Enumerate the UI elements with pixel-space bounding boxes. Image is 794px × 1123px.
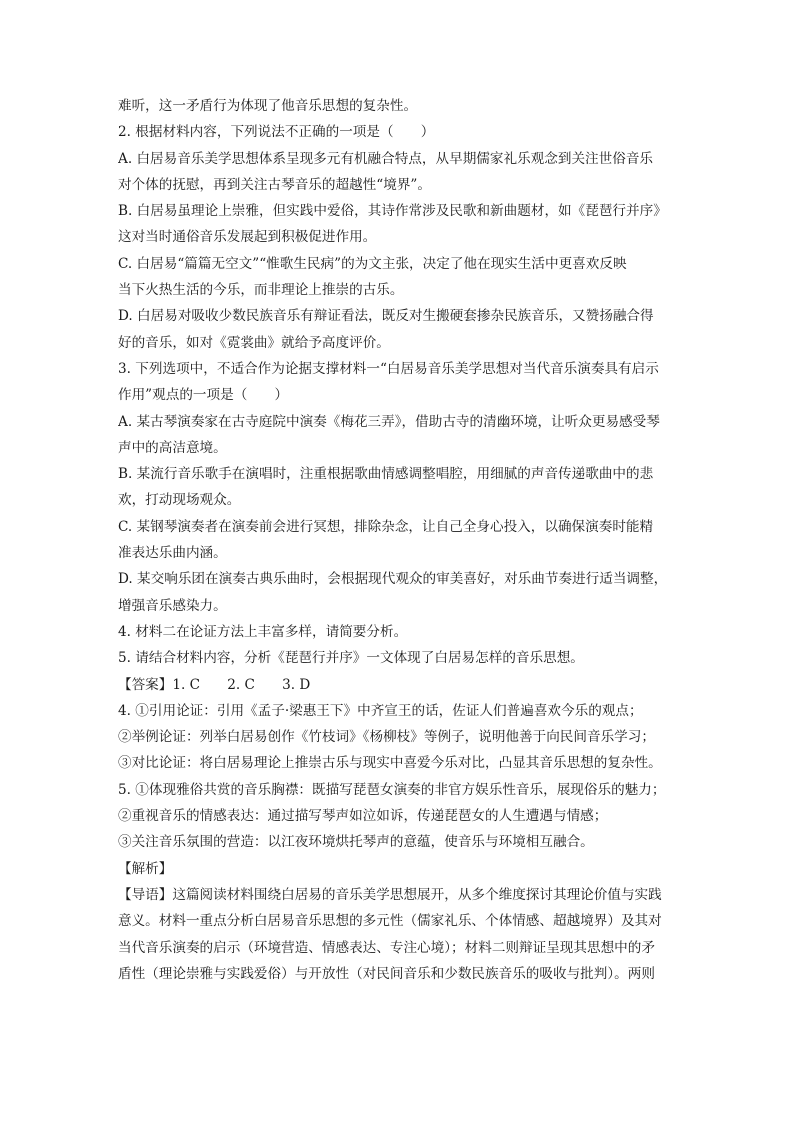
analysis-heading: 【解析】 xyxy=(118,860,173,877)
answer-4-point-3: ③对比论证：将白居易理论上推崇古乐与现实中喜爱今乐对比，凸显其音乐思想的复杂性。 xyxy=(118,755,662,772)
question-5: 5. 请结合材料内容，分析《琵琶行并序》一文体现了白居易怎样的音乐思想。 xyxy=(118,650,584,667)
q3-option-c: C. 某钢琴演奏者在演奏前会进行冥想，排除杂念，让自己全身心投入，以确保演奏时能精 xyxy=(118,518,654,535)
question-2-stem: 2. 根据材料内容，下列说法不正确的一项是（ ） xyxy=(118,124,435,141)
q2-option-c-cont: 当下火热生活的今乐，而非理论上推崇的古乐。 xyxy=(118,282,404,299)
question-3-stem-cont: 作用”观点的一项是（ ） xyxy=(118,387,289,404)
q3-option-a: A. 某古琴演奏家在古寺庭院中演奏《梅花三弄》，借助古寺的清幽环境，让听众更易感受琴 xyxy=(118,413,660,430)
answer-5-point-1: 5. ①体现雅俗共赏的音乐胸襟：既描写琵琶女演奏的非官方娱乐性音乐，展现俗乐的魅力； xyxy=(118,781,666,798)
q2-option-b: B. 白居易虽理论上崇雅，但实践中爱俗，其诗作常涉及民歌和新曲题材，如《琵琶行并序》 xyxy=(118,203,667,220)
q3-option-d: D. 某交响乐团在演奏古典乐曲时，会根据现代观众的审美喜好，对乐曲节奏进行适当调整， xyxy=(118,571,668,588)
q3-option-b: B. 某流行音乐歌手在演唱时，注重根据歌曲情感调整唱腔，用细腻的声音传递歌曲中的悲 xyxy=(118,466,654,483)
answer-4-point-2: ②举例论证：列举白居易创作《竹枝词》《杨柳枝》等例子，说明他善于向民间音乐学习； xyxy=(118,729,655,746)
answer-5-point-3: ③关注音乐氛围的营造：以江夜环境烘托琴声的意蕴，使音乐与环境相互融合。 xyxy=(118,834,594,851)
text-line: 难听，这一矛盾行为体现了他音乐思想的复杂性。 xyxy=(118,98,418,114)
answer-heading: 【答案】1. C 2. C 3. D xyxy=(118,676,311,693)
q2-option-a: A. 白居易音乐美学思想体系呈现多元有机融合特点，从早期儒家礼乐观念到关注世俗音乐 xyxy=(118,150,654,167)
answer-5-point-2: ②重视音乐的情感表达：通过描写琴声如泣如诉，传递琵琶女的人生遭遇与情感； xyxy=(118,808,608,825)
q3-option-c-cont: 准表达乐曲内涵。 xyxy=(118,545,227,562)
analysis-intro-line-4: 盾性（理论崇雅与实践爱俗）与开放性（对民间音乐和少数民族音乐的吸收与批判）。两则 xyxy=(118,965,655,982)
document-body xyxy=(118,93,678,987)
q3-option-d-cont: 增强音乐感染力。 xyxy=(118,597,227,614)
analysis-intro-line-1: 【导语】这篇阅读材料围绕白居易的音乐美学思想展开，从多个维度探讨其理论价值与实践 xyxy=(118,886,662,903)
question-3-stem: 3. 下列选项中，不适合作为论据支撑材料一“白居易音乐美学思想对当代音乐演奏具有启示 xyxy=(118,360,659,377)
q2-option-c: C. 白居易“篇篇无空文”“惟歌生民病”的为文主张，决定了他在现实生活中更喜欢反映 xyxy=(118,255,627,272)
answer-4-point-1: 4. ①引用论证：引用《孟子·梁惠王下》中齐宣王的话，佐证人们普遍喜欢今乐的观点； xyxy=(118,702,643,719)
q3-option-b-cont: 欢，打动现场观众。 xyxy=(118,492,241,509)
q3-option-a-cont: 声中的高洁意境。 xyxy=(118,439,227,456)
analysis-intro-line-3: 当代音乐演奏的启示（环境营造、情感表达、专注心境）；材料二则辩证呈现其思想中的矛 xyxy=(118,939,655,956)
q2-option-b-cont: 这对当时通俗音乐发展起到积极促进作用。 xyxy=(118,229,377,246)
q2-option-d-cont: 好的音乐，如对《霓裳曲》就给予高度评价。 xyxy=(118,334,390,351)
q2-option-a-cont: 对个体的抚慰，再到关注古琴音乐的超越性“境界”。 xyxy=(118,176,431,193)
q2-option-d: D. 白居易对吸收少数民族音乐有辩证看法，既反对生搬硬套掺杂民族音乐，又赞扬融合得 xyxy=(118,308,654,325)
analysis-intro-line-2: 意义。材料一重点分析白居易音乐思想的多元性（儒家礼乐、个体情感、超越境界）及其对 xyxy=(118,913,662,930)
question-4: 4. 材料二在论证方法上丰富多样，请简要分析。 xyxy=(118,623,408,640)
